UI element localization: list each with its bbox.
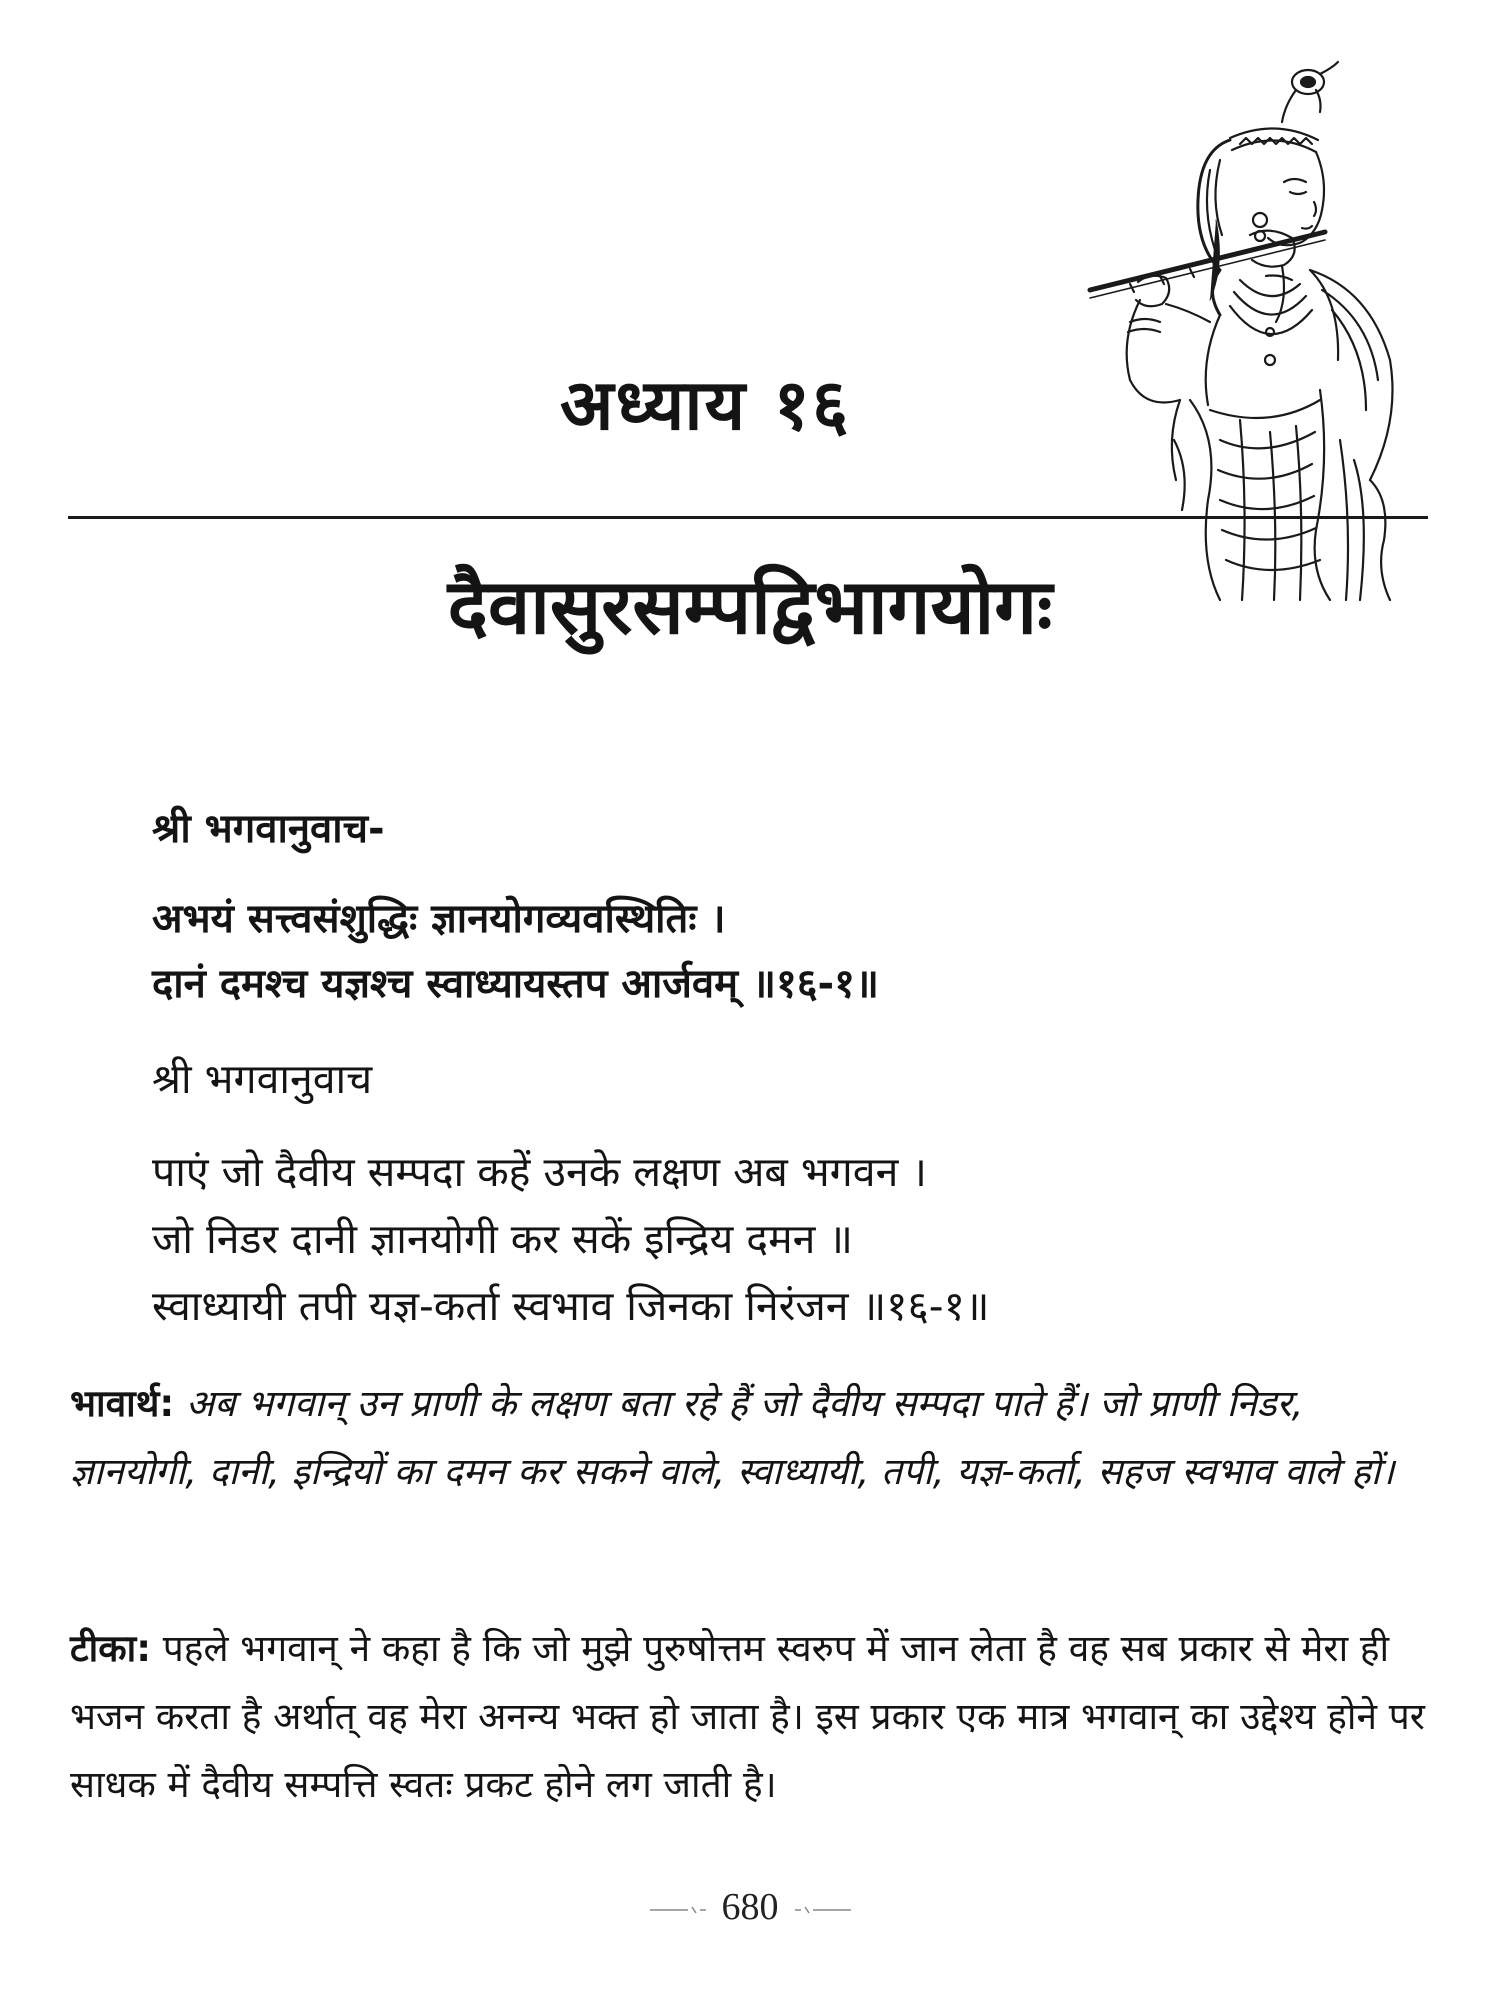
hindi-speaker: श्री भगवानुवाच — [152, 1055, 373, 1103]
hindi-verse-line: स्वाध्यायी तपी यज्ञ-कर्ता स्वभाव जिनका निरंजन ॥१६-१॥ — [152, 1282, 990, 1330]
sanskrit-verse-line: अभयं सत्त्वसंशुद्धिः ज्ञानयोगव्यवस्थितिः । — [152, 896, 726, 942]
heading-divider — [68, 516, 1428, 519]
right-ornament-icon — [793, 1905, 853, 1915]
sanskrit-verse-line: दानं दमश्च यज्ञश्च स्वाध्यायस्तप आर्जवम् ॥१६-१॥ — [152, 961, 879, 1007]
page-number: 680 — [721, 1886, 779, 1928]
tika-paragraph — [70, 1615, 1440, 1819]
page-footer — [0, 1885, 1500, 1929]
tika-label: टीका: — [70, 1627, 152, 1670]
bhavarth-paragraph — [70, 1370, 1440, 1506]
hindi-verse-line: पाएं जो दैवीय सम्पदा कहें उनके लक्षण अब भगवन । — [152, 1148, 927, 1196]
sanskrit-speaker: श्री भगवानुवाच- — [152, 806, 385, 852]
chapter-title: दैवासुरसम्पद्विभागयोगः — [447, 562, 1053, 651]
left-ornament-icon — [648, 1905, 708, 1915]
krishna-flute-illustration — [1070, 60, 1420, 605]
hindi-verse-line: जो निडर दानी ज्ञानयोगी कर सकें इन्द्रिय दमन ॥ — [152, 1215, 853, 1263]
bhavarth-label: भावार्थ: — [70, 1382, 175, 1425]
bhavarth-text: अब भगवान् उन प्राणी के लक्षण बता रहे हैं जो दैवीय सम्पदा पाते हैं। जो प्राणी निडर, ज्ञानयोगी, दानी, इन्द्रियों का दमन कर सकने वाले, स्वाध्यायी, तपी, यज्ञ-कर्ता, सहज स्वभाव वाले हों। — [70, 1382, 1395, 1493]
chapter-heading: अध्याय १६ — [560, 364, 851, 446]
tika-text: पहले भगवान् ने कहा है कि जो मुझे पुरुषोत्तम स्वरुप में जान लेता है वह सब प्रकार से मेरा ही भजन करता है अर्थात् वह मेरा अनन्य भक्त हो जाता है। इस प्रकार एक मात्र भगवान् का उद्देश्य होने पर साधक में दैवीय सम्पत्ति स्वतः प्रकट होने लग जाती है। — [70, 1627, 1425, 1806]
